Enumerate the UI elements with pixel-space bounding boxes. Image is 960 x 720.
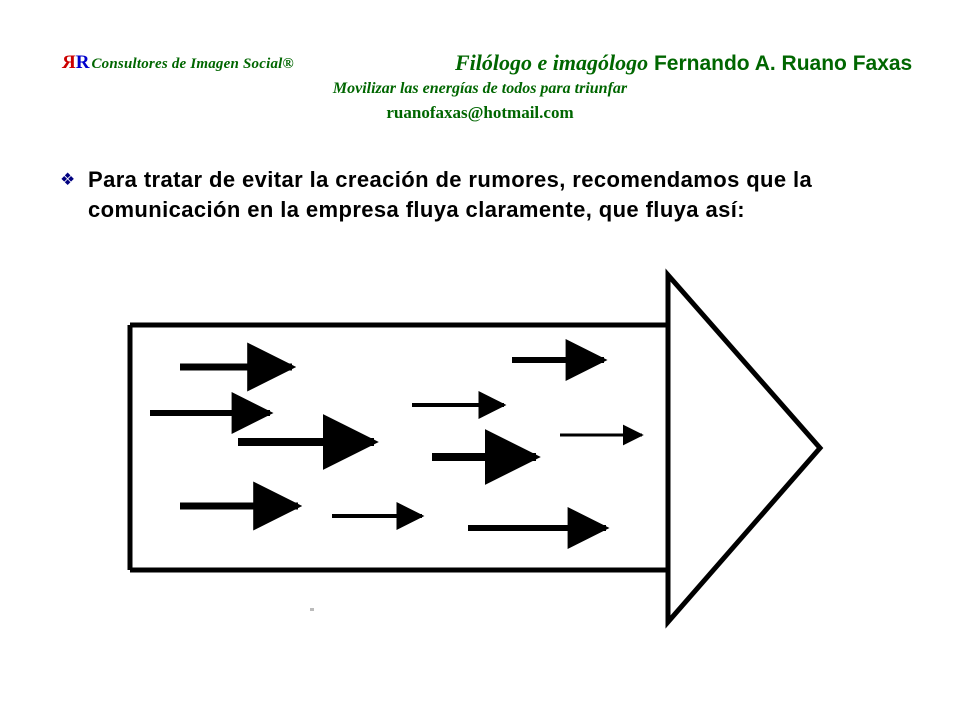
- inner-flow-arrows: [150, 360, 642, 528]
- bullet-paragraph-text: Para tratar de evitar la creación de rumores, recomendamos que la comunicación en la empresa fluya claramente, que fluya así:: [88, 167, 813, 222]
- brand-monogram-reversed-r: R: [62, 52, 76, 73]
- slide-header: [0, 0, 960, 140]
- brand-monogram-r: R: [75, 52, 90, 73]
- big-arrow-outline: [130, 275, 820, 622]
- brand-logo: [62, 52, 294, 74]
- author-title: [455, 50, 912, 76]
- header-email: ruanofaxas@hotmail.com: [386, 103, 574, 122]
- page-speck: [310, 608, 314, 611]
- author-role: Filólogo e imagólogo: [455, 50, 649, 75]
- flow-arrow-diagram: [0, 250, 960, 670]
- bullet-marker-icon: ❖: [60, 170, 76, 189]
- brand-name: Consultores de Imagen Social®: [91, 56, 294, 72]
- bullet-paragraph-block: [60, 165, 920, 224]
- author-name: Fernando A. Ruano Faxas: [653, 52, 913, 75]
- header-slogan: Movilizar las energías de todos para triunfar: [332, 80, 628, 97]
